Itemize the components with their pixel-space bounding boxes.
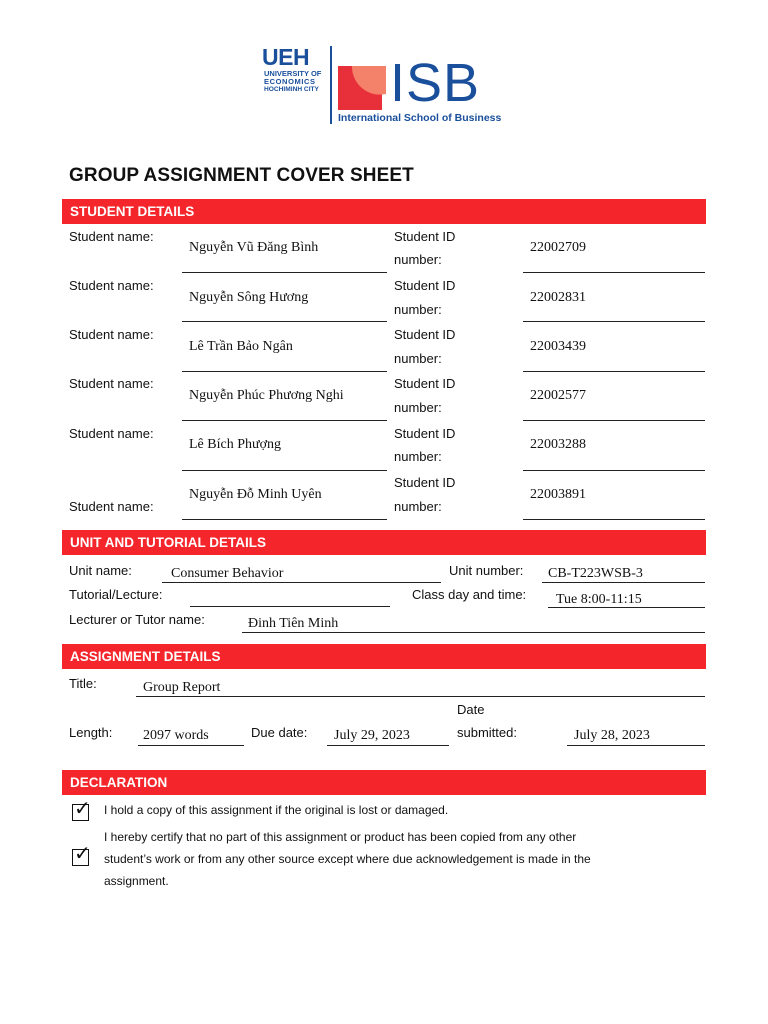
student-id-line [523,470,705,471]
student-name-value: Nguyễn Đỗ Minh Uyên [189,487,322,502]
assignment-title-line [136,696,705,697]
student-id-label: Student ID [394,376,456,391]
student-name-label: Student name: [69,278,154,293]
length-value: 2097 words [143,728,209,743]
tutorial-line [190,606,390,607]
student-name-label: Student name: [69,327,154,342]
student-id-value: 22002709 [530,240,586,255]
due-date-label: Due date: [251,725,308,740]
student-id-value: 22002831 [530,290,586,305]
student-id-label-2: number: [394,252,442,267]
student-id-line [523,420,705,421]
student-name-line [182,420,387,421]
date-submitted-label: Date [457,702,485,717]
section-header-unit: UNIT AND TUTORIAL DETAILS [62,530,706,555]
isb-wordmark: ISB [390,53,481,113]
student-name-value: Nguyễn Sông Hương [189,290,309,305]
student-name-label: Student name: [69,426,154,441]
student-name-label: Student name: [69,229,154,244]
student-name-value: Lê Bích Phượng [189,437,281,452]
assignment-title-value: Group Report [143,680,221,695]
ueh-line-3: HOCHIMINH CITY [264,86,319,93]
student-id-label: Student ID [394,327,456,342]
declaration-checkbox-2[interactable] [72,843,91,866]
student-name-label: Student name: [69,376,154,391]
declaration-text-2-line-2: student’s work or from any other source except where due acknowledgement is made in the [104,852,591,866]
date-submitted-value: July 28, 2023 [574,728,650,743]
student-id-line [523,519,705,520]
class-time-line [548,607,705,608]
student-id-label-2: number: [394,302,442,317]
isb-mark-icon [338,64,386,110]
unit-name-value: Consumer Behavior [171,566,284,581]
student-id-label: Student ID [394,475,456,490]
student-id-label: Student ID [394,229,456,244]
student-name-label: Student name: [69,499,154,514]
isb-full-name: International School of Business [338,112,502,124]
student-id-line [523,371,705,372]
school-logo [262,44,502,126]
lecturer-value: Đinh Tiên Minh [248,616,339,631]
section-header-declaration: DECLARATION [62,770,706,795]
student-id-label: Student ID [394,278,456,293]
section-header-assignment: ASSIGNMENT DETAILS [62,644,706,669]
date-submitted-label-2: submitted: [457,725,517,740]
student-name-value: Nguyễn Vũ Đăng Bình [189,240,319,255]
student-id-label-2: number: [394,351,442,366]
unit-number-value: CB-T223WSB-3 [548,566,643,581]
declaration-text-2-line-1: I hereby certify that no part of this assignment or product has been copied from any other [104,830,577,844]
ueh-line-2: ECONOMICS [264,77,316,86]
assignment-title-label: Title: [69,676,97,691]
student-id-line [523,272,705,273]
class-time-value: Tue 8:00-11:15 [556,592,642,607]
declaration-checkbox-1[interactable] [72,798,91,821]
student-id-value: 22003891 [530,487,586,502]
student-name-value: Nguyễn Phúc Phương Nghi [189,388,344,403]
unit-name-label: Unit name: [69,563,132,578]
tutorial-label: Tutorial/Lecture: [69,587,163,602]
student-name-line [182,470,387,471]
section-header-student: STUDENT DETAILS [62,199,706,224]
student-id-value: 22003439 [530,339,586,354]
class-time-label: Class day and time: [412,587,527,602]
due-date-value: July 29, 2023 [334,728,410,743]
unit-name-line [162,582,441,583]
page-title: GROUP ASSIGNMENT COVER SHEET [69,165,414,186]
lecturer-label: Lecturer or Tutor name: [69,612,205,627]
unit-number-label: Unit number: [449,563,524,578]
unit-number-line [542,582,705,583]
ueh-wordmark: UEH [262,44,310,70]
declaration-text-1: I hold a copy of this assignment if the original is lost or damaged. [104,803,449,817]
student-id-line [523,321,705,322]
date-submitted-line [567,745,705,746]
due-date-line [327,745,449,746]
student-id-label-2: number: [394,499,442,514]
student-id-label-2: number: [394,449,442,464]
ueh-line-1: UNIVERSITY OF [264,69,322,78]
declaration-text-2-line-3: assignment. [104,874,169,888]
length-label: Length: [69,725,113,740]
student-name-line [182,519,387,520]
student-name-line [182,371,387,372]
check-icon: ✓ [74,798,91,820]
student-name-line [182,321,387,322]
lecturer-line [242,632,705,633]
check-icon: ✓ [74,843,91,865]
student-name-value: Lê Trần Bảo Ngân [189,339,293,354]
student-id-value: 22003288 [530,437,586,452]
student-name-line [182,272,387,273]
student-id-value: 22002577 [530,388,586,403]
logo-divider [330,46,332,124]
student-id-label-2: number: [394,400,442,415]
length-line [138,745,244,746]
student-id-label: Student ID [394,426,456,441]
